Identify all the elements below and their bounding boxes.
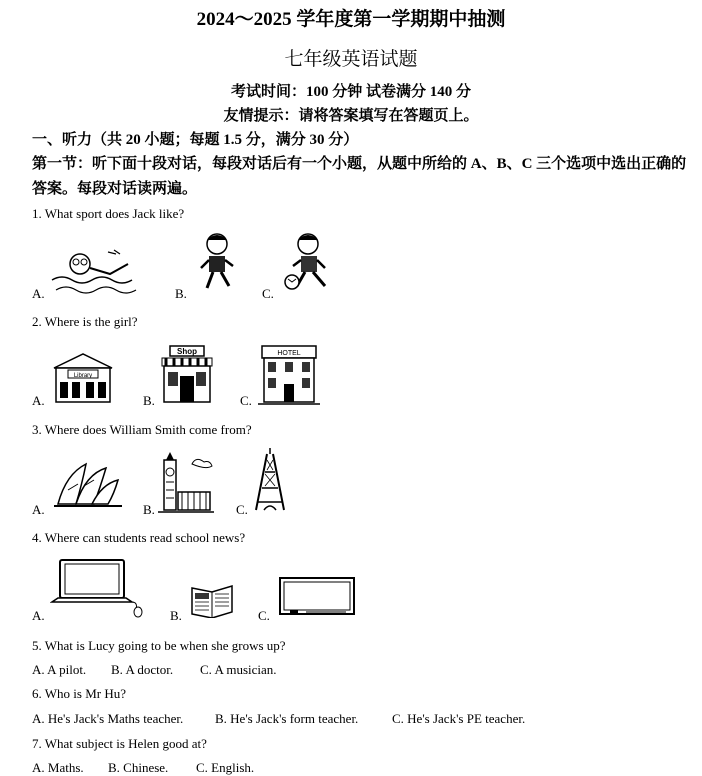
exam-tip: 友情提示：请将答案填写在答题页上。: [223, 108, 479, 124]
opera-house-icon: [52, 460, 124, 512]
section-title: 一、听力（共 20 小题；每题 1.5 分，满分 30 分）: [32, 132, 359, 148]
question-5: 5. What is Lucy going to be when she grows up?: [32, 638, 286, 653]
q7-option-c[interactable]: C. English.: [196, 760, 255, 775]
q3-option-b: B.: [143, 502, 155, 517]
exam-subtitle: 七年级英语试题: [284, 49, 418, 70]
q4-option-a: A.: [32, 608, 45, 623]
swimming-icon: [48, 246, 146, 298]
q7-option-b[interactable]: B. Chinese.: [108, 760, 169, 775]
big-ben-icon: [158, 452, 214, 514]
q5-option-a[interactable]: A. A pilot.: [32, 662, 87, 677]
q1-option-b: B.: [175, 286, 187, 301]
q4-option-b: B.: [170, 608, 182, 623]
q3-option-c: C.: [236, 502, 248, 517]
library-sign: Library: [73, 373, 93, 379]
q4-option-c: C.: [258, 608, 270, 623]
q1-option-c: C.: [262, 286, 274, 301]
q6-option-b[interactable]: B. He's Jack's form teacher.: [215, 711, 359, 726]
exam-title: 2024～2025 学年度第一学期期中抽测: [196, 9, 506, 30]
hotel-icon: [258, 344, 320, 406]
question-2: 2. Where is the girl?: [32, 314, 138, 329]
shop-icon: [160, 344, 214, 406]
exam-info: 考试时间：100 分钟 试卷满分 140 分: [230, 84, 471, 100]
q1-option-a: A.: [32, 286, 45, 301]
library-icon: [50, 350, 116, 406]
hotel-sign: HOTEL: [277, 350, 301, 357]
q2-option-a: A.: [32, 393, 45, 408]
running-icon: [195, 232, 241, 296]
q6-option-a[interactable]: A. He's Jack's Maths teacher.: [32, 711, 184, 726]
laptop-icon: [50, 558, 144, 618]
question-7: 7. What subject is Helen good at?: [32, 736, 207, 751]
q6-option-c[interactable]: C. He's Jack's PE teacher.: [392, 711, 526, 726]
q3-option-a: A.: [32, 502, 45, 517]
q7-option-a[interactable]: A. Maths.: [32, 760, 84, 775]
blackboard-icon: [276, 574, 358, 618]
football-icon: [282, 232, 336, 296]
question-4: 4. Where can students read school news?: [32, 530, 246, 545]
eiffel-tower-icon: [252, 448, 288, 514]
question-3: 3. Where does William Smith come from?: [32, 422, 252, 437]
question-6: 6. Who is Mr Hu?: [32, 686, 127, 701]
shop-sign: Shop: [177, 347, 197, 356]
q5-option-c[interactable]: C. A musician.: [200, 662, 277, 677]
q2-option-b: B.: [143, 393, 155, 408]
part1-instruction: 第一节：听下面十段对话，每段对话后有一个小题，从题中所给的 A、B、C 三个选项中选出正确的答案。每段对话读两遍。: [32, 156, 687, 197]
question-1: 1. What sport does Jack like?: [32, 206, 185, 221]
newspaper-icon: [188, 582, 236, 618]
q2-option-c: C.: [240, 393, 252, 408]
q5-option-b[interactable]: B. A doctor.: [111, 662, 174, 677]
